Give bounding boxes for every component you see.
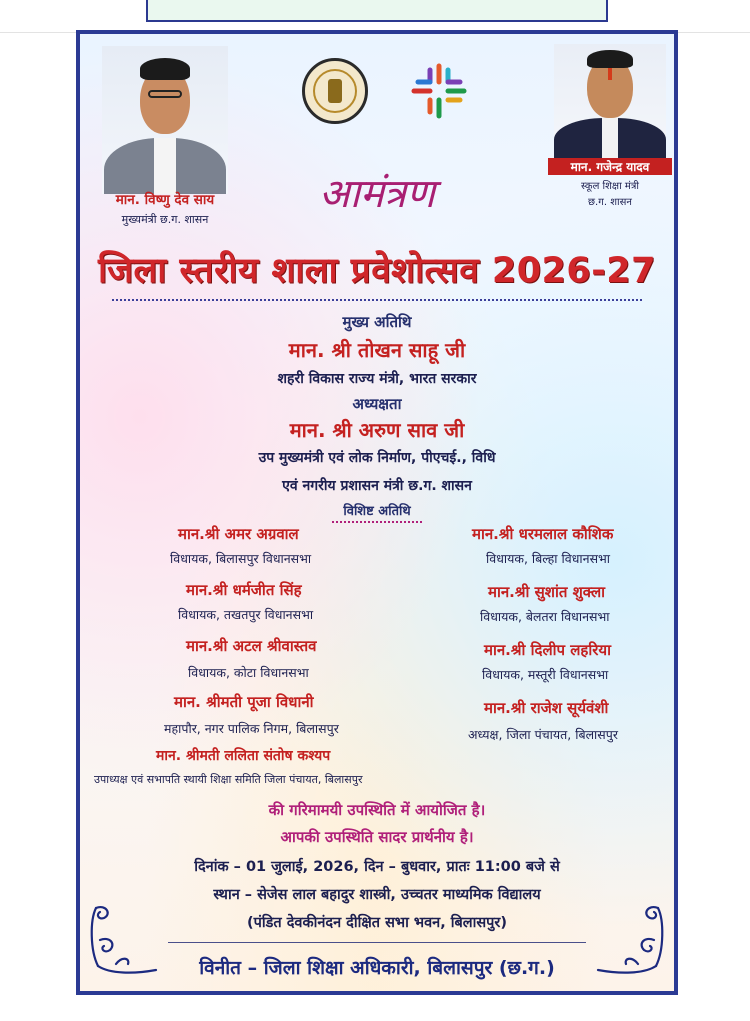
presidency-name: मान. श्री अरुण साव जी	[289, 418, 465, 442]
guest-right-4-name: मान.श्री राजेश सूर्यवंशी	[484, 699, 609, 717]
guest-left-1-name: मान.श्री अमर अग्रवाल	[178, 525, 299, 543]
invitation-heading: आमंत्रण	[319, 171, 435, 217]
guest-left-3-name: मान.श्री अटल श्रीवास्तव	[186, 637, 317, 655]
chief-guest-label: मुख्य अतिथि	[342, 313, 412, 331]
guest-right-4-role: अध्यक्ष, जिला पंचायत, बिलासपुर	[468, 727, 618, 742]
invitation-card	[76, 30, 678, 995]
education-logo-icon	[408, 60, 470, 122]
special-guests-underline	[332, 521, 422, 523]
guest-right-1-role: विधायक, बिल्हा विधानसभा	[486, 551, 611, 566]
guest-left-2-name: मान.श्री धर्मजीत सिंह	[186, 581, 302, 599]
presidency-role-1: उप मुख्यमंत्री एवं लोक निर्माण, पीएचई., विधि	[258, 450, 496, 466]
cg-government-emblem	[302, 58, 368, 124]
presidency-label: अध्यक्षता	[352, 395, 402, 413]
title-divider	[112, 299, 642, 301]
presidency-role-2: एवं नगरीय प्रशासन मंत्री छ.ग. शासन	[282, 478, 472, 494]
chief-minister-title: मुख्यमंत्री छ.ग. शासन	[121, 213, 209, 226]
education-minister-title-1: स्कूल शिक्षा मंत्री	[581, 181, 639, 192]
event-date: दिनांक – 01 जुलाई, 2026, दिन – बुधवार, प्रातः 11:00 बजे से	[194, 859, 560, 875]
education-minister-photo	[554, 44, 666, 162]
guest-right-3-name: मान.श्री दिलीप लहरिया	[484, 641, 611, 659]
special-guests-label: विशिष्ट अतिथि	[343, 504, 411, 519]
chief-guest-role: शहरी विकास राज्य मंत्री, भारत सरकार	[277, 371, 477, 387]
chief-minister-name: मान. विष्णु देव साय	[115, 192, 215, 208]
footer-sender: विनीत – जिला शिक्षा अधिकारी, बिलासपुर (छ.ग.)	[199, 957, 555, 979]
education-minister-title-2: छ.ग. शासन	[588, 197, 632, 208]
event-title: जिला स्तरीय शाला प्रवेशोत्सव 2026-27	[98, 251, 656, 291]
guest-right-3-role: विधायक, मस्तूरी विधानसभा	[482, 667, 609, 682]
footer-divider	[168, 942, 586, 943]
venue-line-2: (पंडित देवकीनंदन दीक्षित सभा भवन, बिलासपुर)	[247, 915, 507, 931]
closing-line-2: आपकी उपस्थिति सादर प्रार्थनीय है।	[280, 828, 474, 846]
guest-right-2-role: विधायक, बेलतरा विधानसभा	[480, 609, 610, 624]
guest-left-4-role: महापौर, नगर पालिक निगम, बिलासपुर	[164, 721, 339, 736]
previous-post-fragment	[146, 0, 608, 22]
guest-left-5-name: मान. श्रीमती ललिता संतोष कश्यप	[156, 748, 331, 764]
guest-right-1-name: मान.श्री धरमलाल कौशिक	[472, 525, 614, 543]
guest-right-2-name: मान.श्री सुशांत शुक्ला	[488, 583, 606, 601]
guest-left-5-role: उपाध्यक्ष एवं सभापति स्थायी शिक्षा समिति जिला पंचायत, बिलासपुर	[94, 773, 363, 786]
guest-left-4-name: मान. श्रीमती पूजा विधानी	[174, 693, 314, 711]
guest-left-2-role: विधायक, तखतपुर विधानसभा	[178, 607, 314, 622]
venue-line-1: स्थान – सेजेस लाल बहादुर शास्त्री, उच्चतर माध्यमिक विद्यालय	[213, 887, 541, 903]
guest-left-1-role: विधायक, बिलासपुर विधानसभा	[170, 551, 312, 566]
chief-guest-name: मान. श्री तोखन साहू जी	[288, 338, 466, 362]
guest-left-3-role: विधायक, कोटा विधानसभा	[188, 665, 309, 680]
closing-line-1: की गरिमामयी उपस्थिति में आयोजित है।	[268, 801, 486, 819]
education-minister-name: मान. गजेन्द्र यादव	[548, 158, 672, 175]
